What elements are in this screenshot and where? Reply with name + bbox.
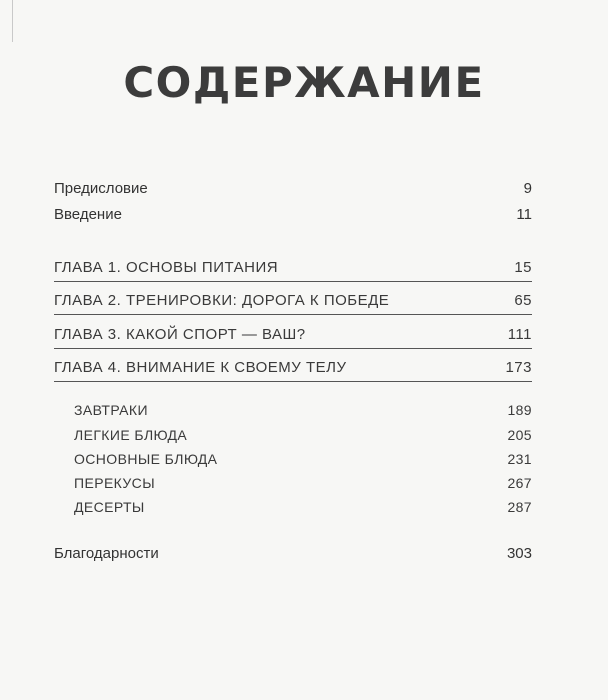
toc-chapter-label: ГЛАВА 4. ВНИМАНИЕ К СВОЕМУ ТЕЛУ bbox=[54, 359, 347, 376]
toc-recipe-label: ДЕСЕРТЫ bbox=[74, 499, 145, 515]
toc-recipe-page: 267 bbox=[507, 475, 532, 491]
toc-chapter-4[interactable] bbox=[54, 359, 532, 382]
toc-chapter-page: 65 bbox=[514, 292, 532, 309]
toc-chapter-1[interactable] bbox=[54, 259, 532, 282]
toc-entry-acknowledgements[interactable] bbox=[54, 545, 532, 562]
toc-chapter-label: ГЛАВА 3. КАКОЙ СПОРТ — ВАШ? bbox=[54, 326, 306, 343]
toc-chapter-page: 111 bbox=[507, 326, 532, 343]
toc-recipe-label: ОСНОВНЫЕ БЛЮДА bbox=[74, 451, 218, 467]
toc-chapter-page: 15 bbox=[514, 259, 532, 276]
toc-entry-label: Введение bbox=[54, 206, 122, 223]
toc-recipe-label: ПЕРЕКУСЫ bbox=[74, 475, 155, 491]
page-edge-mark bbox=[12, 0, 13, 42]
toc-entry-label: Предисловие bbox=[54, 180, 148, 197]
toc-chapter-2[interactable] bbox=[54, 292, 532, 315]
toc-recipes-snacks[interactable] bbox=[74, 475, 532, 491]
toc-chapter-3[interactable] bbox=[54, 326, 532, 349]
toc-recipes-main-dishes[interactable] bbox=[74, 451, 532, 467]
toc-entry-page: 303 bbox=[506, 545, 532, 562]
toc-chapter-page: 173 bbox=[505, 359, 532, 376]
toc-entry-label: Благодарности bbox=[54, 545, 159, 562]
toc-entry-page: 9 bbox=[523, 180, 532, 197]
toc-entry-page: 11 bbox=[516, 206, 532, 223]
toc-recipe-page: 189 bbox=[507, 402, 532, 418]
toc-recipe-page: 231 bbox=[507, 451, 532, 467]
page-title: СОДЕРЖАНИЕ bbox=[123, 58, 485, 107]
toc-recipe-page: 205 bbox=[507, 427, 532, 443]
toc-recipe-page: 287 bbox=[507, 499, 532, 515]
toc-chapter-label: ГЛАВА 1. ОСНОВЫ ПИТАНИЯ bbox=[54, 259, 279, 276]
toc-entry-preface[interactable] bbox=[54, 180, 532, 197]
toc-recipes-breakfasts[interactable] bbox=[74, 402, 532, 418]
toc-chapter-label: ГЛАВА 2. ТРЕНИРОВКИ: ДОРОГА К ПОБЕДЕ bbox=[54, 292, 390, 309]
toc-recipe-label: ЛЕГКИЕ БЛЮДА bbox=[74, 427, 188, 443]
toc-recipes-desserts[interactable] bbox=[74, 499, 532, 515]
toc-entry-introduction[interactable] bbox=[54, 206, 532, 223]
toc-recipes-light-meals[interactable] bbox=[74, 427, 532, 443]
toc-recipe-label: ЗАВТРАКИ bbox=[74, 402, 148, 418]
